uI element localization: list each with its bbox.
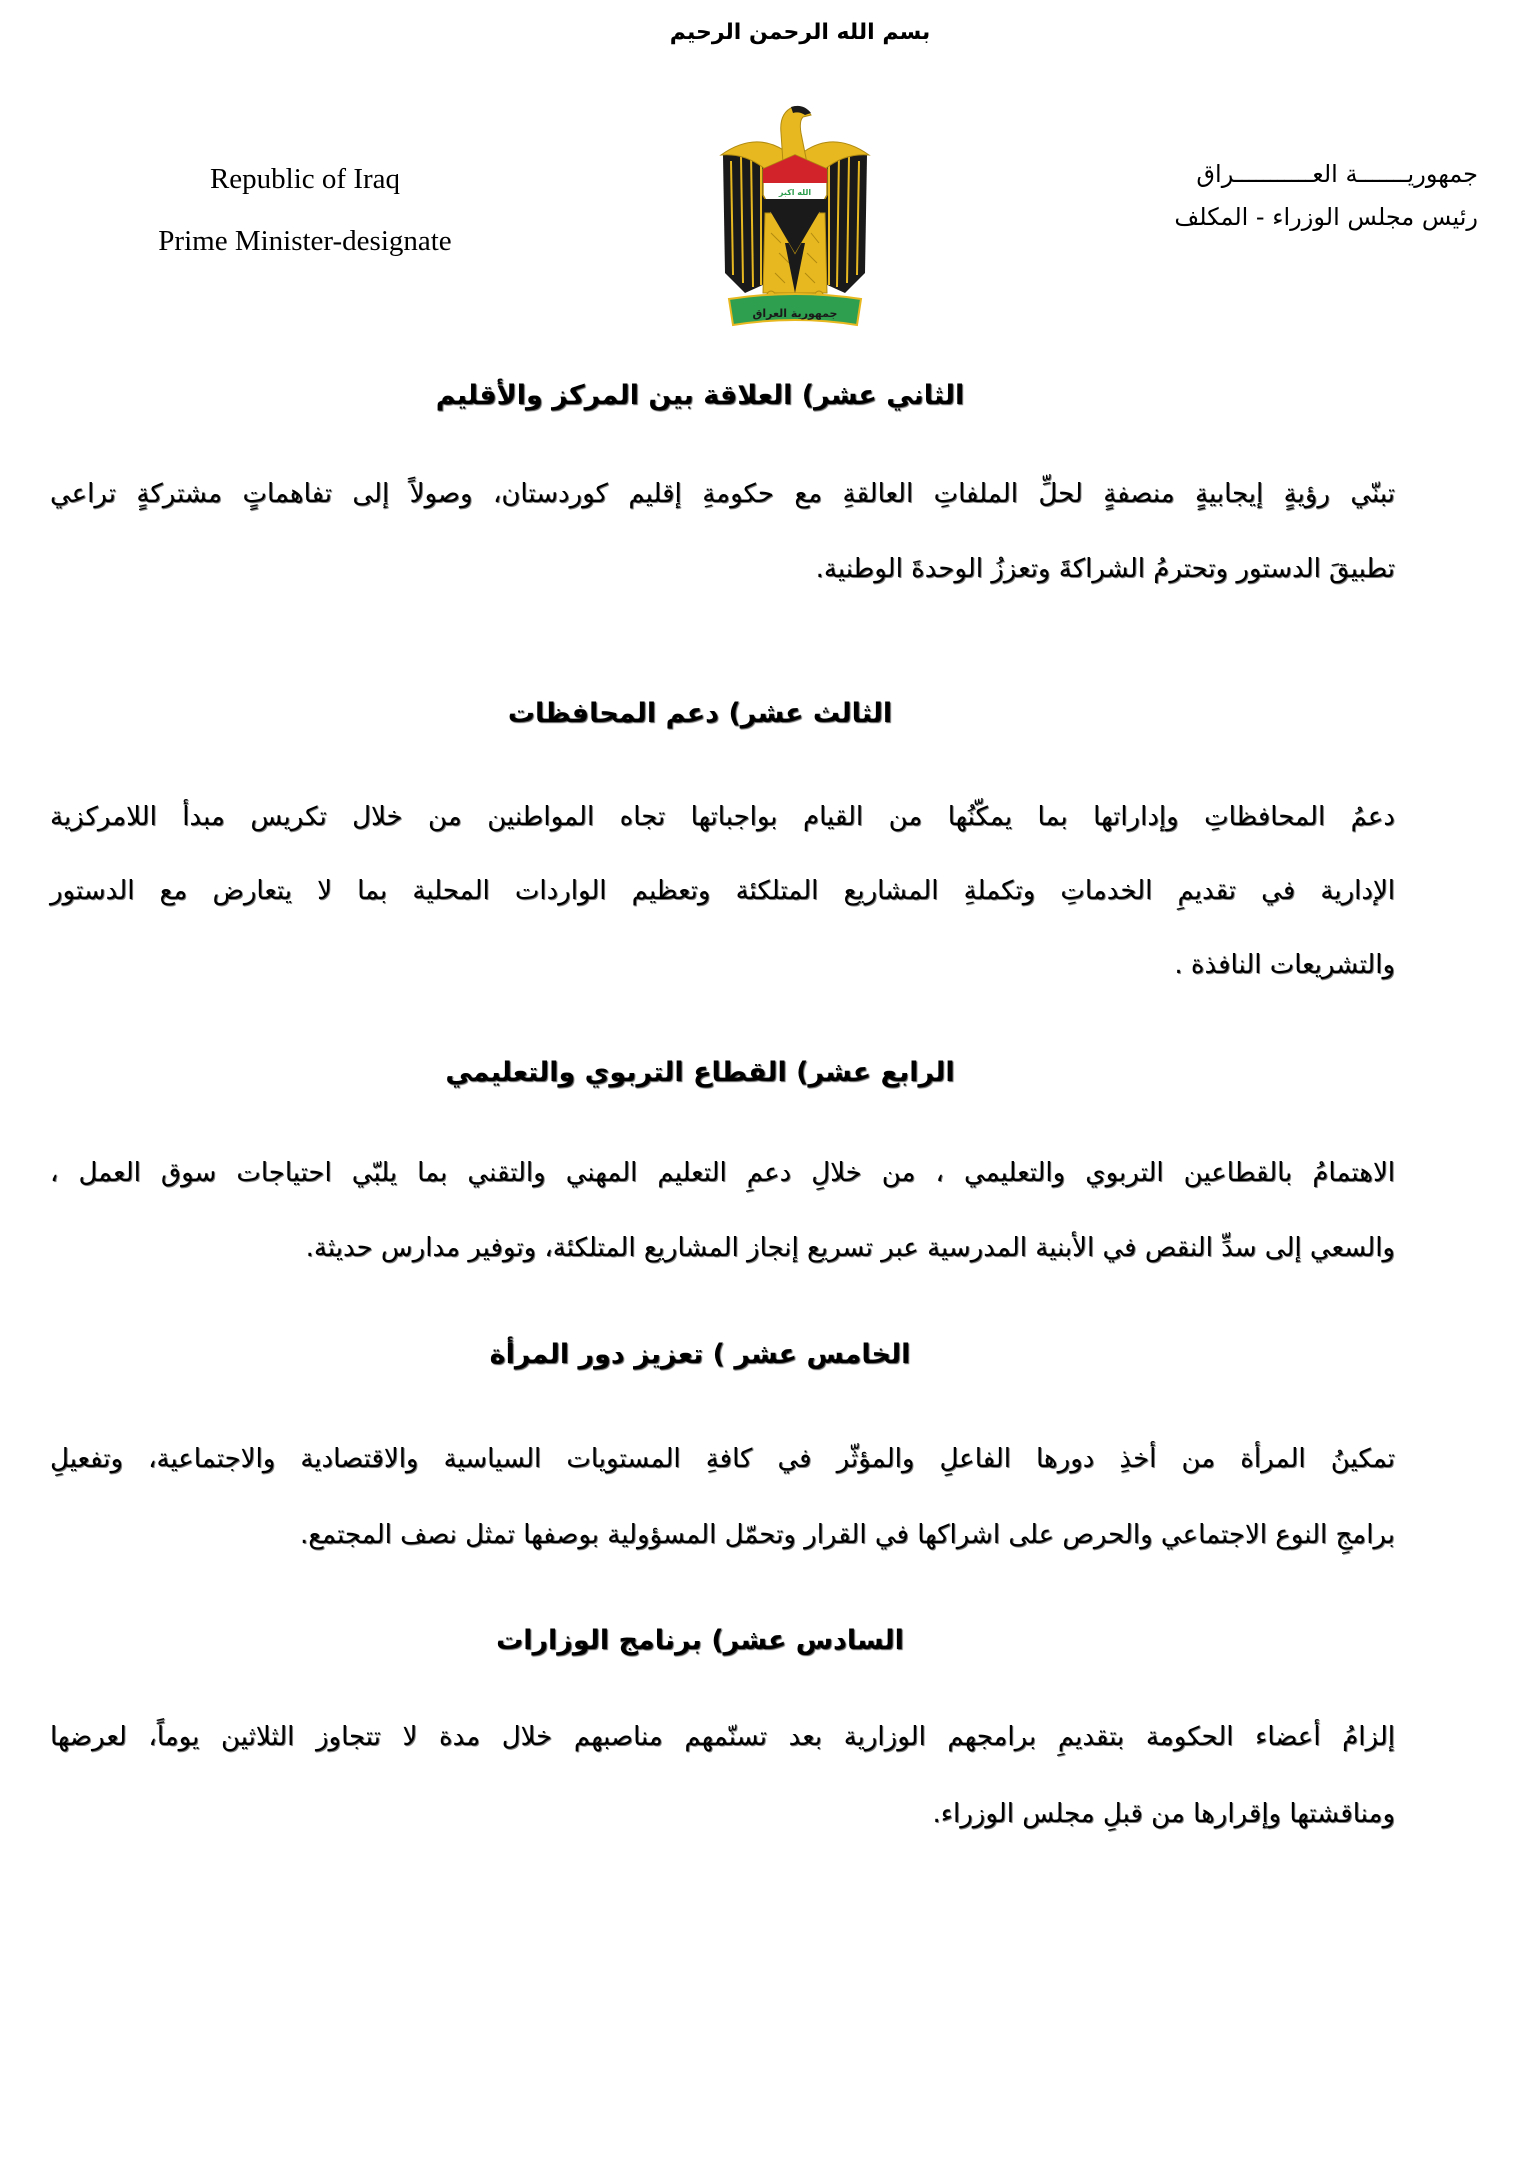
section-heading: السادس عشر) برنامج الوزارات xyxy=(496,1625,904,1656)
section-heading: الثاني عشر) العلاقة بين المركز والأقليم xyxy=(435,380,965,411)
section-heading: الخامس عشر ) تعزيز دور المرأة xyxy=(489,1339,911,1370)
paragraph-line: والتشريعات النافذة . xyxy=(1174,950,1395,980)
header-english-country: Republic of Iraq xyxy=(209,163,401,195)
iraq-coat-of-arms-icon xyxy=(715,103,875,331)
paragraph-line: دعمُ المحافظاتِ وإداراتها بما يمكّنُها من القيام بواجباتها تجاه المواطنين من خلال تكريس مبدأ اللامركزية xyxy=(50,802,1395,832)
paragraph-line: الإدارية في تقديمِ الخدماتِ وتكملةِ المشاريع المتلكئة وتعظيم الواردات المحلية بما لا يتعارض مع الدستور xyxy=(50,876,1395,906)
basmala: بسم الله الرحمن الرحيم xyxy=(669,20,931,45)
section-heading: الثالث عشر) دعم المحافظات xyxy=(507,698,893,729)
paragraph-line: تمكينُ المرأة من أخذِ دورها الفاعلِ والمؤثّر في كافةِ المستويات السياسية والاقتصادية والاجتماعية، وتفعيلِ xyxy=(50,1444,1395,1474)
header-arabic-title: رئيس مجلس الوزراء - المكلف xyxy=(1174,203,1478,231)
paragraph-line: إلزامُ أعضاء الحكومة بتقديمِ برامجهم الوزارية بعد تسنّمهم مناصبهم خلال مدة لا تتجاوز الثلاثين يوماً، لعرضها xyxy=(50,1722,1395,1752)
section-heading: الرابع عشر) القطاع التربوي والتعليمي xyxy=(445,1057,955,1088)
paragraph-line: ومناقشتها وإقرارها من قبلِ مجلس الوزراء. xyxy=(932,1799,1395,1829)
paragraph-line: برامجِ النوع الاجتماعي والحرص على اشراكها في القرار وتحمّل المسؤولية بوصفها تمثل نصف المجتمع. xyxy=(299,1520,1395,1550)
header-english-title: Prime Minister-designate xyxy=(158,225,452,257)
paragraph-line: الاهتمامُ بالقطاعين التربوي والتعليمي ، من خلالِ دعمِ التعليم المهني والتقني بما يلبّي احتياجات سوق العمل ، xyxy=(50,1158,1395,1188)
banner-text: جمهورية العراق xyxy=(752,307,838,320)
header-arabic-country: جمهوريـــــــة العـــــــــــراق xyxy=(1196,160,1478,188)
paragraph-line: تبنّي رؤيةٍ إيجابيةٍ منصفةٍ لحلِّ الملفاتِ العالقةِ مع حكومةِ إقليم كوردستان، وصولاً إلى تفاهماتٍ مشتركةٍ تراعي xyxy=(50,479,1395,509)
paragraph-line: تطبيقَ الدستور وتحترمُ الشراكةَ وتعززُ الوحدةَ الوطنية. xyxy=(815,554,1395,584)
paragraph-line: والسعي إلى سدِّ النقص في الأبنية المدرسية عبر تسريع إنجاز المشاريع المتلكئة، وتوفير مدارس حديثة. xyxy=(305,1233,1395,1263)
shield-text: الله اكبر xyxy=(778,188,812,197)
